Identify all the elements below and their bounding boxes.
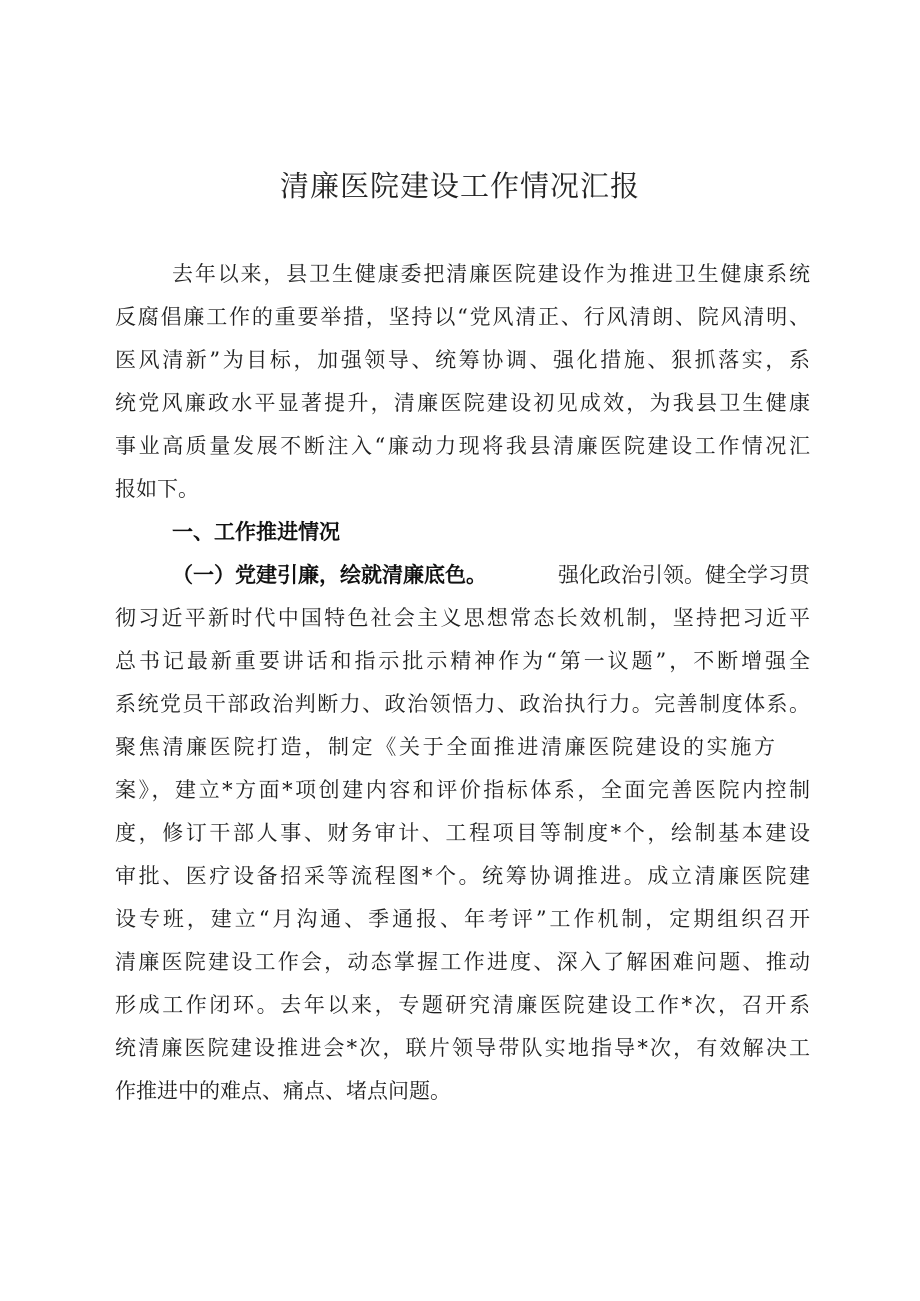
body-line: 设专班，建立“月沟通、季通报、年考评”工作机制，定期组织召开	[115, 907, 810, 931]
subsection-heading: （一）党建引廉，绘就清廉底色。	[172, 562, 487, 587]
body-line: 统清廉医院建设推进会*次，联片领导带队实地指导*次，有效解决工	[115, 1036, 810, 1060]
subsection-first-line	[172, 559, 810, 591]
body-line: 系统党员干部政治判断力、政治领悟力、政治执行力。完善制度体系。	[115, 692, 810, 716]
intro-line: 统党风廉政水平显著提升，清廉医院建设初见成效，为我县卫生健康	[115, 391, 810, 415]
body-line: 聚焦清廉医院打造，制定《关于全面推进清廉医院建设的实施方	[115, 735, 775, 759]
body-line: 彻习近平新时代中国特色社会主义思想常态长效机制，坚持把习近平	[115, 606, 810, 630]
body-line: 清廉医院建设工作会，动态掌握工作进度、深入了解困难问题、推动	[115, 950, 810, 974]
subsection-first-line-rest: 强化政治引领。健全学习贯	[558, 563, 810, 587]
section-heading: 一、工作推进情况	[172, 519, 340, 544]
body-line: 审批、医疗设备招采等流程图*个。统筹协调推进。成立清廉医院建	[115, 864, 810, 888]
document-title: 清廉医院建设工作情况汇报	[279, 169, 640, 203]
intro-line: 反腐倡廉工作的重要举措，坚持以“党风清正、行风清朗、院风清明、	[115, 305, 810, 329]
intro-line: 医风清新”为目标，加强领导、统筹协调、强化措施、狠抓落实，系	[115, 348, 810, 372]
body-line: 案》，建立*方面*项创建内容和评价指标体系，全面完善医院内控制	[115, 778, 810, 802]
body-line: 总书记最新重要讲话和指示批示精神作为“第一议题”，不断增强全	[115, 649, 810, 673]
body-line: 形成工作闭环。去年以来，专题研究清廉医院建设工作*次，召开系	[115, 993, 810, 1017]
body-line: 作推进中的难点、痛点、堵点问题。	[115, 1079, 451, 1103]
intro-line: 去年以来，县卫生健康委把清廉医院建设作为推进卫生健康系统	[172, 262, 810, 286]
intro-line: 事业高质量发展不断注入“廉动力现将我县清廉医院建设工作情况汇	[115, 434, 810, 458]
intro-line: 报如下。	[115, 477, 199, 501]
body-line: 度，修订干部人事、财务审计、工程项目等制度*个，绘制基本建设	[115, 821, 810, 845]
